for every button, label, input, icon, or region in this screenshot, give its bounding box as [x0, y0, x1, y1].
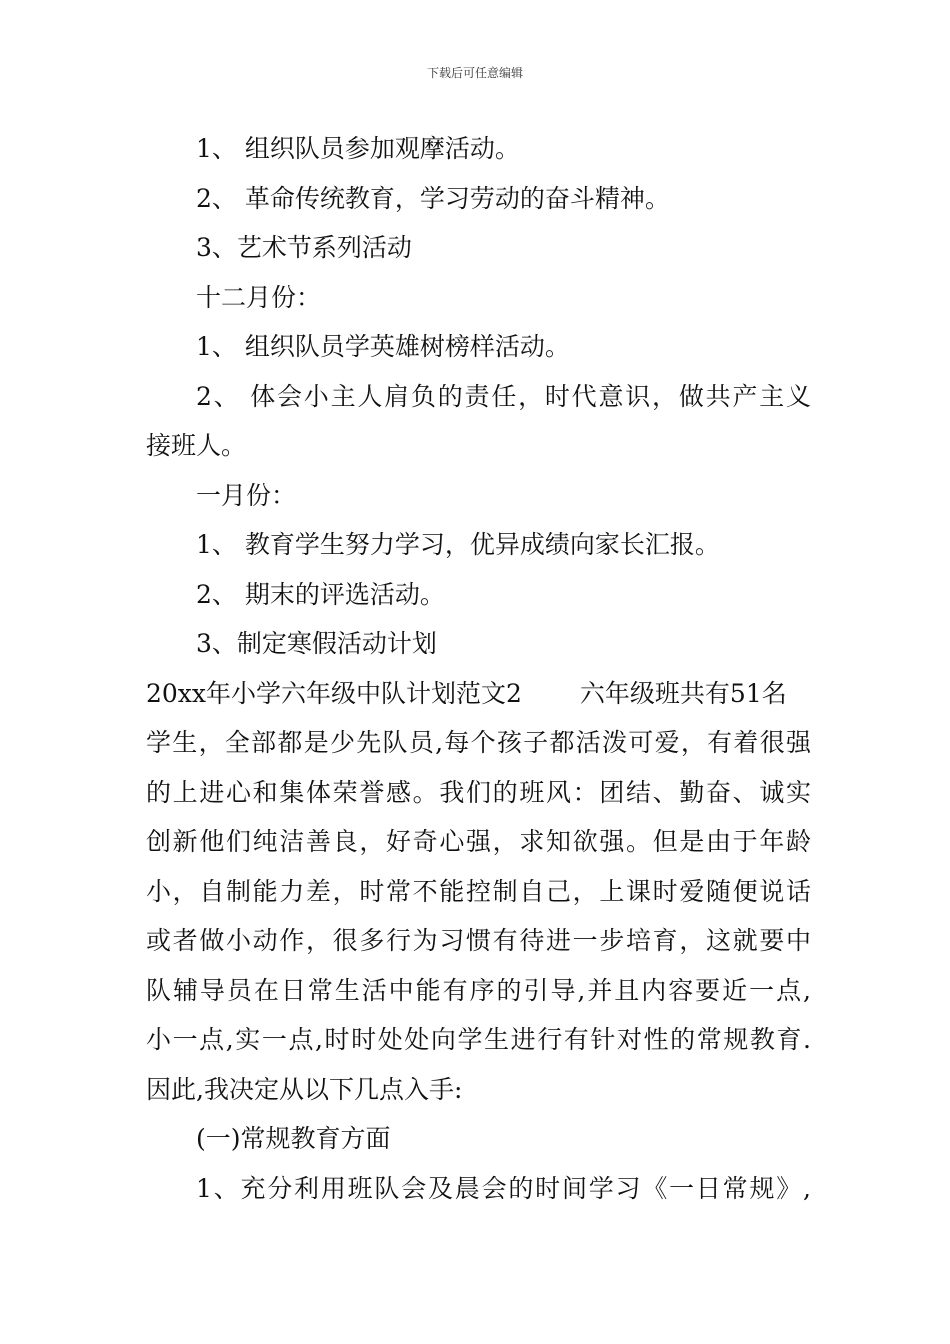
list-item: 1、 教育学生努力学习，优异成绩向家长汇报。: [196, 530, 720, 559]
paragraph-line: 学生，全部都是少先队员,每个孩子都活泼可爱，有着很强: [146, 728, 811, 757]
list-item: 1、 组织队员学英雄树榜样活动。: [196, 332, 570, 361]
list-item: 1、 组织队员参加观摩活动。: [196, 134, 520, 163]
paragraph-line: 或者做小动作，很多行为习惯有待进一步培育，这就要中: [146, 926, 811, 955]
paragraph-line: 小一点,实一点,时时处处向学生进行有针对性的常规教育.: [146, 1025, 811, 1054]
list-item: 3、制定寒假活动计划: [196, 629, 437, 658]
section-title: 20xx年小学六年级中队计划范文2: [146, 678, 522, 708]
page-header-note: 下载后可任意编辑: [426, 66, 523, 80]
list-item: 2、 期末的评选活动。: [196, 579, 445, 609]
subheading: (一)常规教育方面: [196, 1124, 391, 1153]
list-item: 2、 体会小主人肩负的责任，时代意识，做共产主义: [196, 381, 811, 411]
list-item: 2、 革命传统教育，学习劳动的奋斗精神。: [196, 183, 670, 213]
section-lead: 六年级班共有51名: [579, 678, 787, 708]
month-heading: 十二月份：: [196, 282, 322, 312]
document-body: [146, 124, 811, 1213]
paragraph-line: 因此,我决定从以下几点入手:: [146, 1074, 463, 1104]
paragraph-line: 队辅导员在日常生活中能有序的引导,并且内容要近一点,: [146, 975, 811, 1005]
paragraph-line: 小，自制能力差，时常不能控制自己，上课时爱随便说话: [146, 876, 811, 906]
section-title-line: [146, 669, 811, 719]
list-item-continuation: 接班人。: [146, 431, 247, 460]
paragraph-line: 创新他们纯洁善良，好奇心强，求知欲强。但是由于年龄: [146, 827, 811, 856]
list-item: 1、充分利用班队会及晨会的时间学习《一日常规》,: [196, 1173, 811, 1203]
list-item: 3、艺术节系列活动: [196, 233, 412, 262]
month-heading: 一月份：: [196, 480, 297, 510]
paragraph-line: 的上进心和集体荣誉感。我们的班风：团结、勤奋、诚实: [146, 777, 811, 807]
